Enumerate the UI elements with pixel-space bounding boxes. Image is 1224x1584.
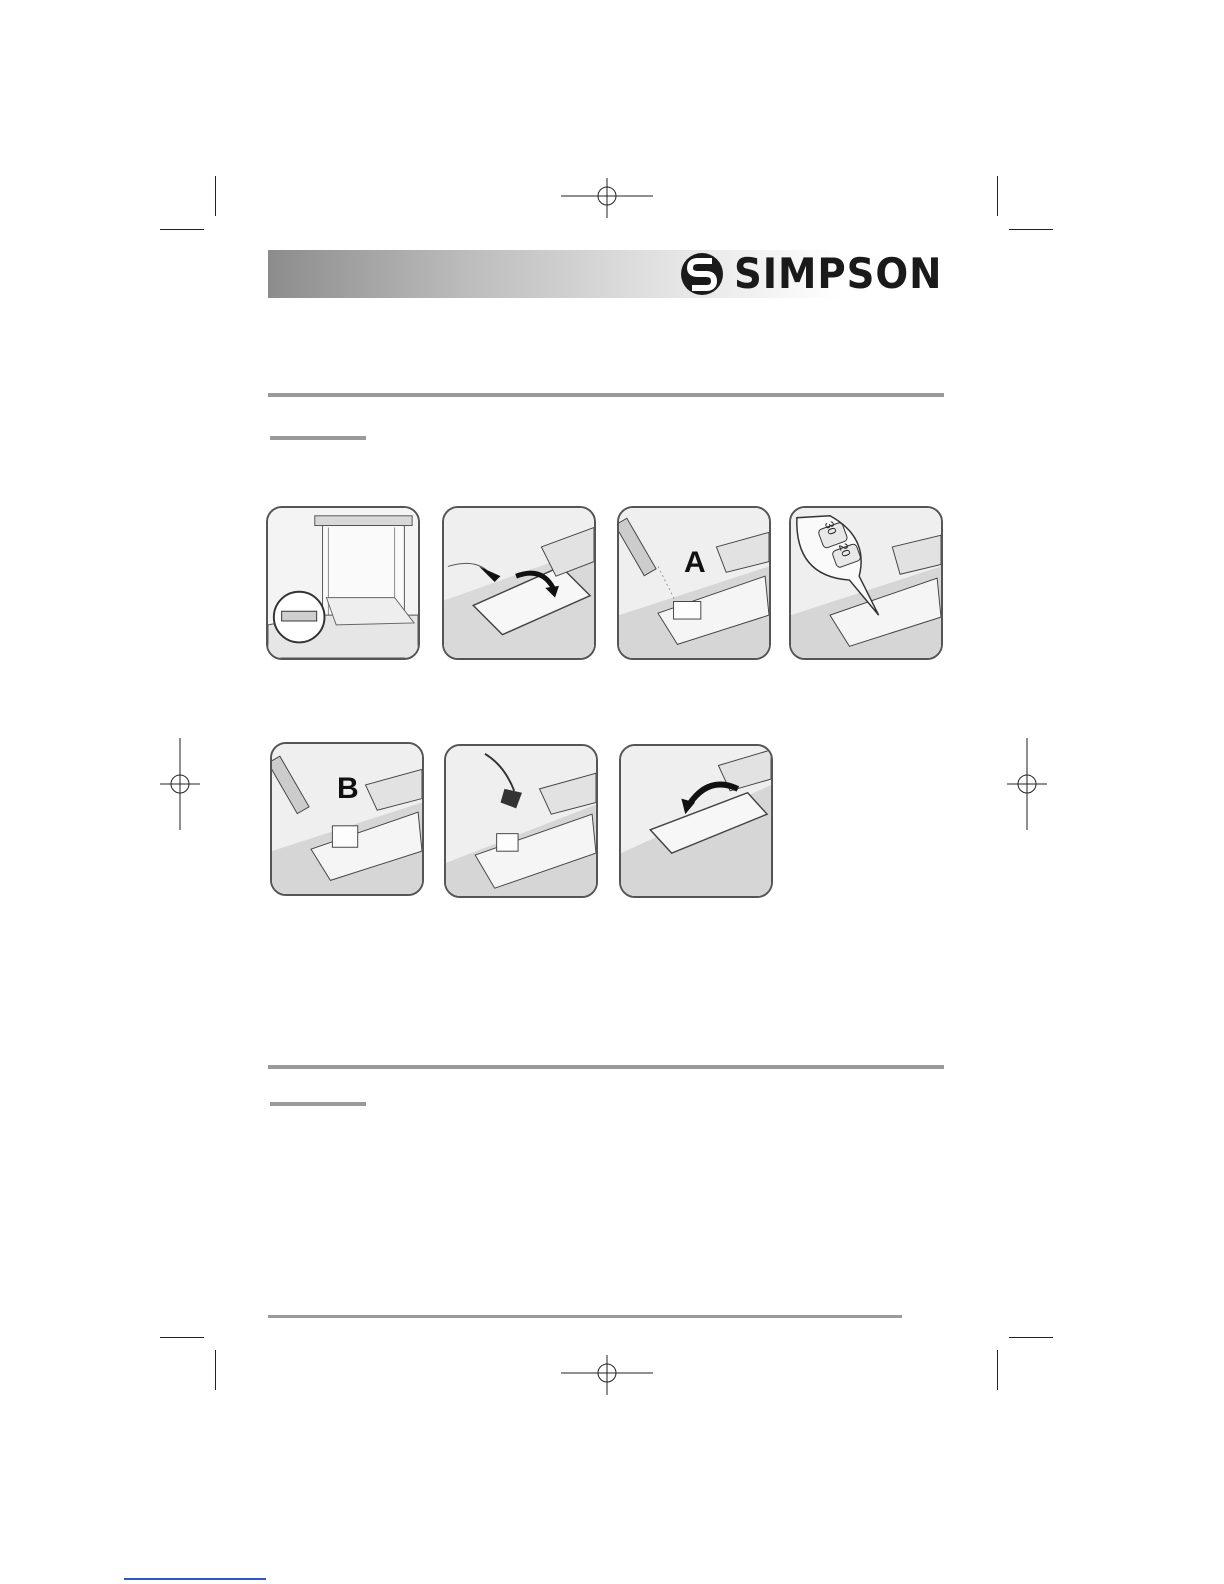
figure-adjust-dial: [444, 744, 598, 898]
crop-mark: [997, 176, 998, 216]
pour-detergent-a-icon: [619, 508, 769, 658]
detergent-level-marks-icon: [791, 508, 941, 658]
section-divider: [268, 393, 944, 397]
crop-mark: [160, 1337, 204, 1338]
figure-pour-b: [270, 742, 424, 896]
close-lid-icon: [621, 746, 771, 896]
level-mark-30: 30: [821, 519, 840, 537]
subsection-underline: [270, 436, 366, 440]
callout-label-b: B: [337, 772, 359, 805]
dishwasher-open-door-icon: [268, 508, 418, 658]
simpson-s-logo-icon: [678, 251, 726, 297]
brand-name: SIMPSON: [734, 249, 943, 298]
registration-mark-icon: [160, 738, 200, 830]
figure-open-door: [266, 506, 420, 660]
level-mark-20: 20: [835, 541, 854, 559]
registration-mark-icon: [561, 178, 653, 218]
pour-detergent-b-icon: [272, 744, 422, 894]
crop-mark: [215, 176, 216, 216]
crop-mark: [215, 1350, 216, 1390]
adjust-dial-icon: [446, 746, 596, 896]
figure-pour-a: [617, 506, 771, 660]
section-divider: [268, 1065, 944, 1069]
crop-mark: [1009, 229, 1053, 230]
crop-mark: [997, 1350, 998, 1390]
figure-open-lid: [442, 506, 596, 660]
registration-mark-icon: [561, 1355, 653, 1395]
registration-mark-icon: [1007, 738, 1047, 830]
callout-label-a: A: [684, 546, 706, 579]
figure-level-marks: [789, 506, 943, 660]
crop-mark: [1009, 1337, 1053, 1338]
figure-close-lid: [619, 744, 773, 898]
dispenser-lid-open-icon: [444, 508, 594, 658]
crop-mark: [160, 229, 204, 230]
footer-link-underline: [124, 1578, 266, 1580]
brand-logo: [678, 251, 961, 297]
subsection-underline: [270, 1102, 366, 1106]
footer-rule: [268, 1315, 902, 1318]
